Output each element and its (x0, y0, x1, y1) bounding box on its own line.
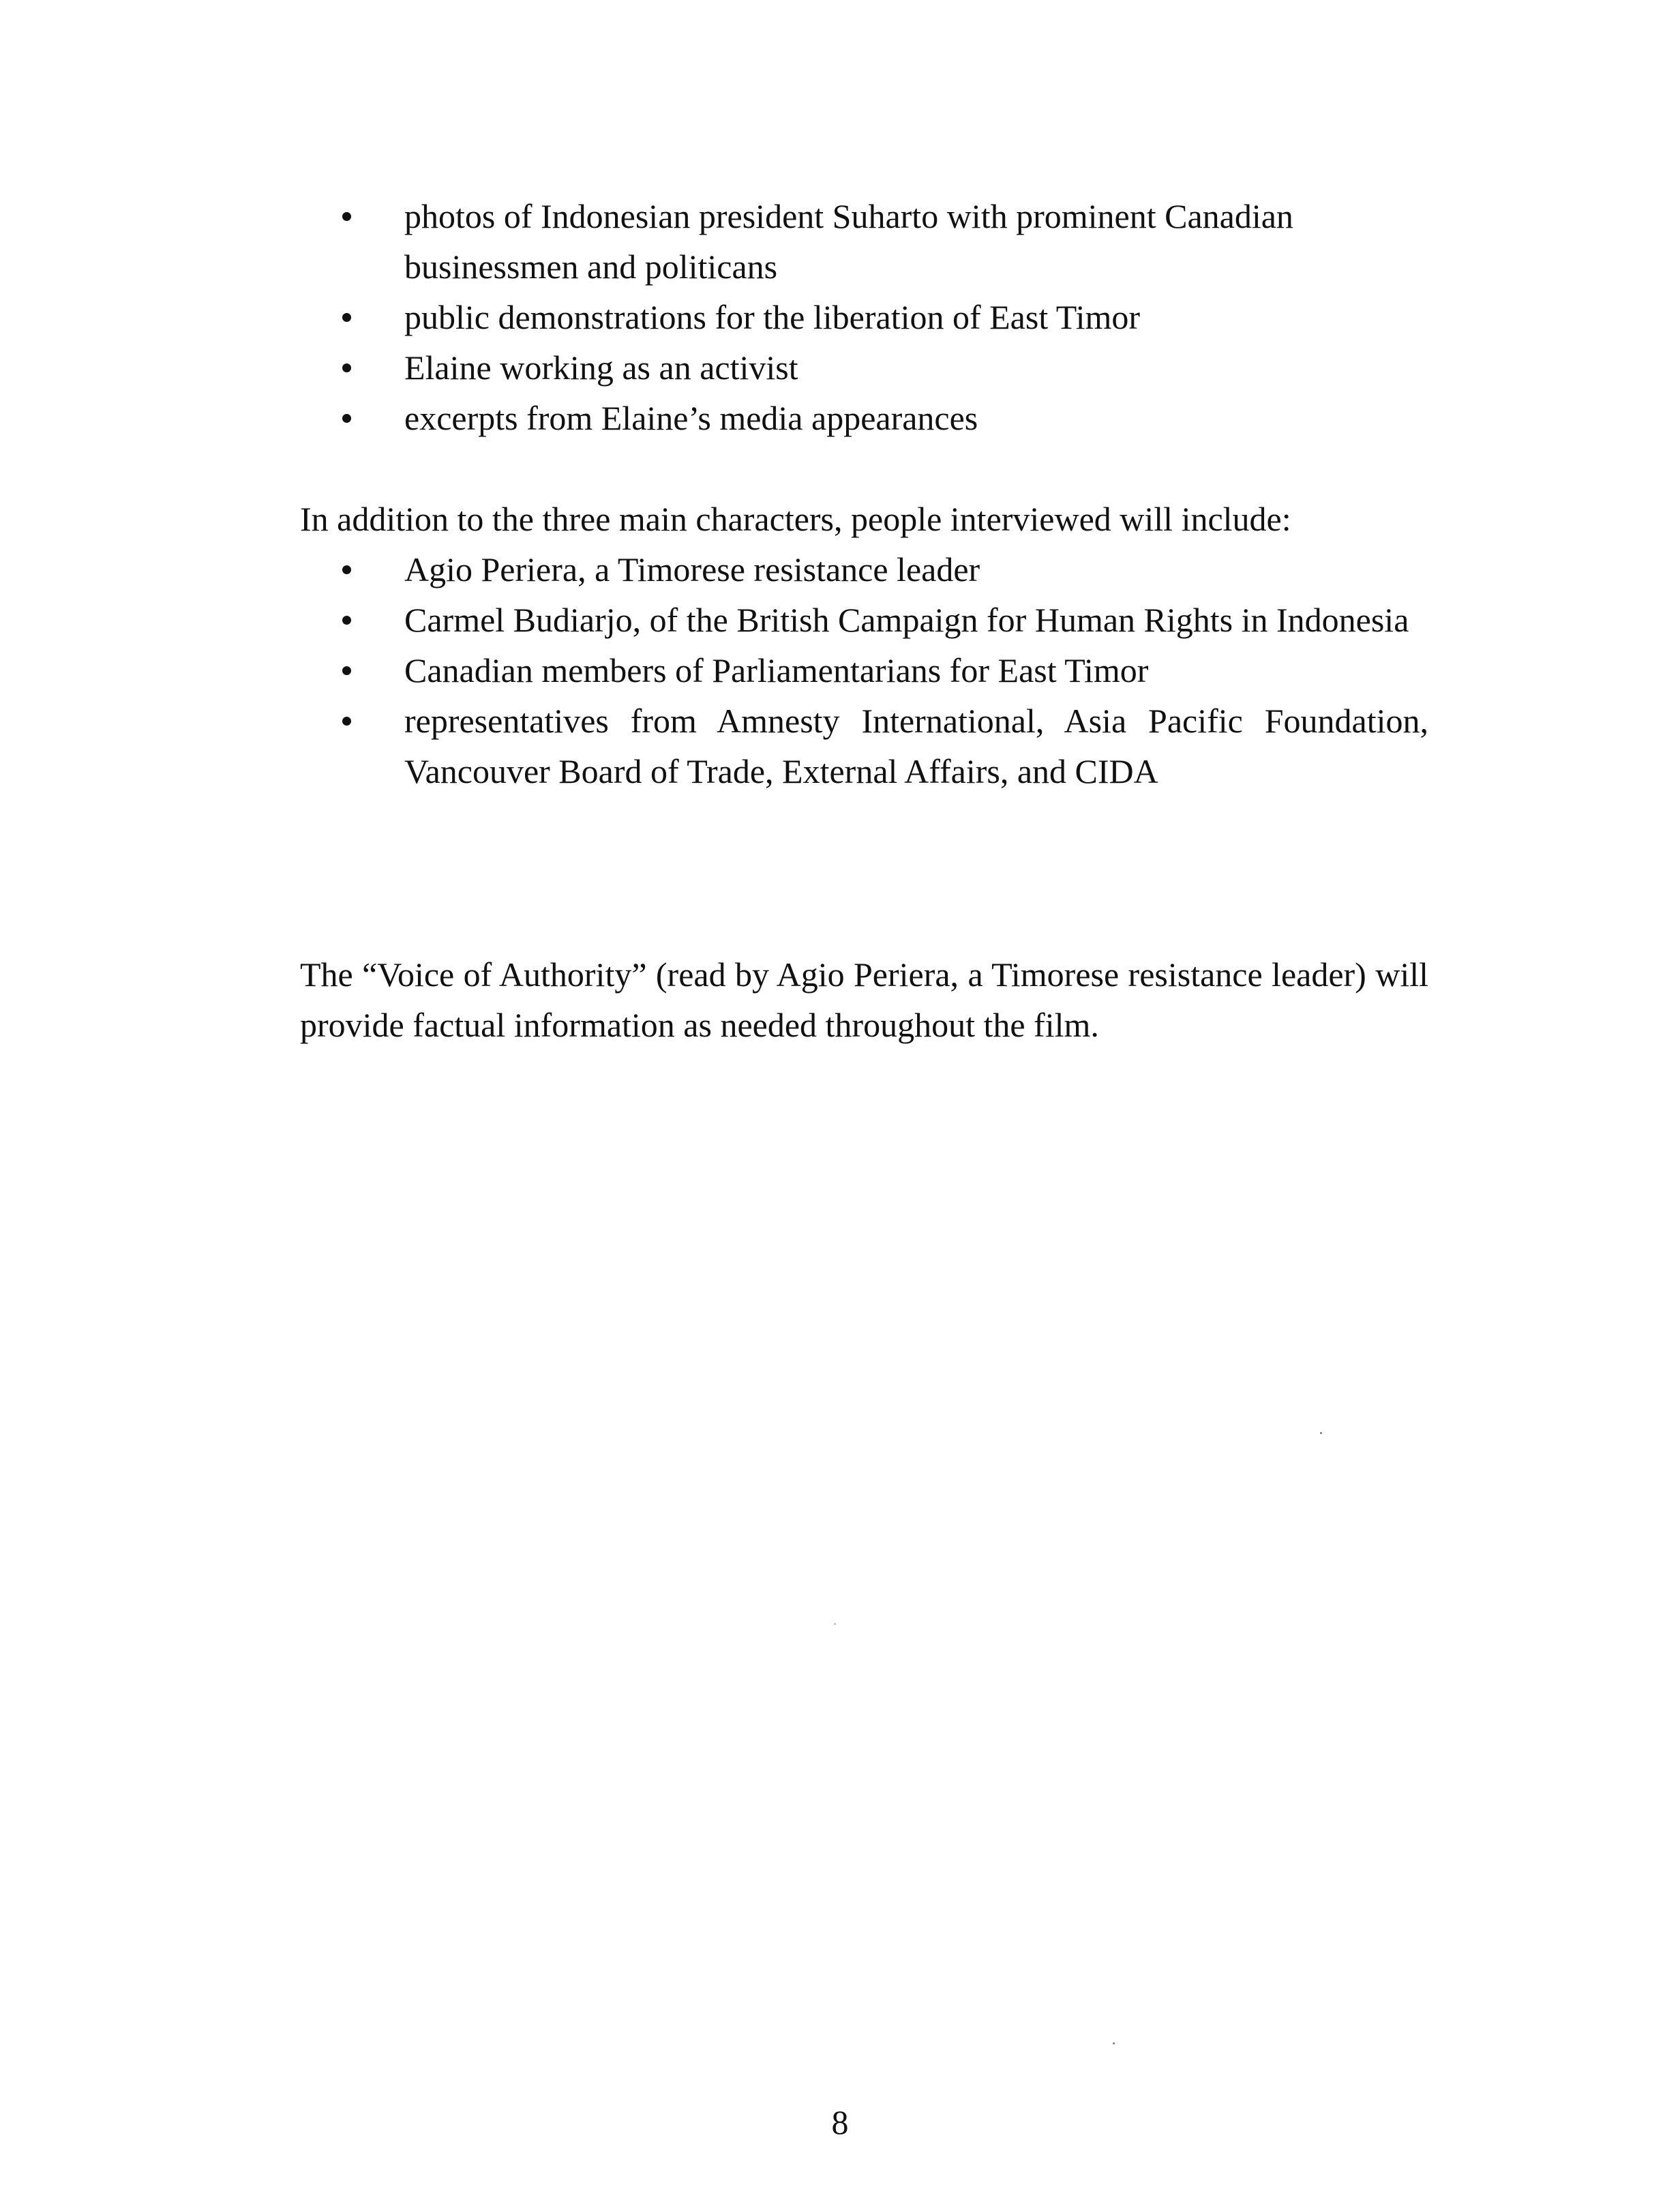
list-item: excerpts from Elaine’s media appearances (300, 393, 1428, 443)
footage-list (300, 191, 1428, 443)
scan-speck (1113, 2042, 1115, 2044)
interviewees-intro: In addition to the three main characters, people interviewed will include: (300, 500, 1291, 538)
page-number: 8 (831, 2103, 849, 2141)
interviewees-section (300, 494, 1428, 796)
footage-list-section (300, 191, 1428, 443)
list-item: Canadian members of Parliamentarians for East Timor (300, 645, 1428, 696)
voice-paragraph: The “Voice of Authority” (read by Agio Periera, a Timorese resistance leader) will provide factual information as needed throughout the film. (300, 955, 1428, 1044)
list-item: photos of Indonesian president Suharto with prominent Canadian businessmen and politicans (300, 191, 1428, 292)
list-item: public demonstrations for the liberation of East Timor (300, 292, 1428, 342)
scan-speck (834, 1623, 836, 1625)
voice-section (300, 949, 1428, 1050)
list-item: representatives from Amnesty International, Asia Pacific Foundation, Vancouver Board of Trade, External Affairs, and CIDA (300, 696, 1428, 796)
scan-speck (1320, 1432, 1322, 1434)
list-item: Agio Periera, a Timorese resistance leader (300, 544, 1428, 595)
list-item: Carmel Budiarjo, of the British Campaign for Human Rights in Indonesia (300, 595, 1428, 645)
list-item: Elaine working as an activist (300, 342, 1428, 393)
interviewees-list (300, 544, 1428, 796)
